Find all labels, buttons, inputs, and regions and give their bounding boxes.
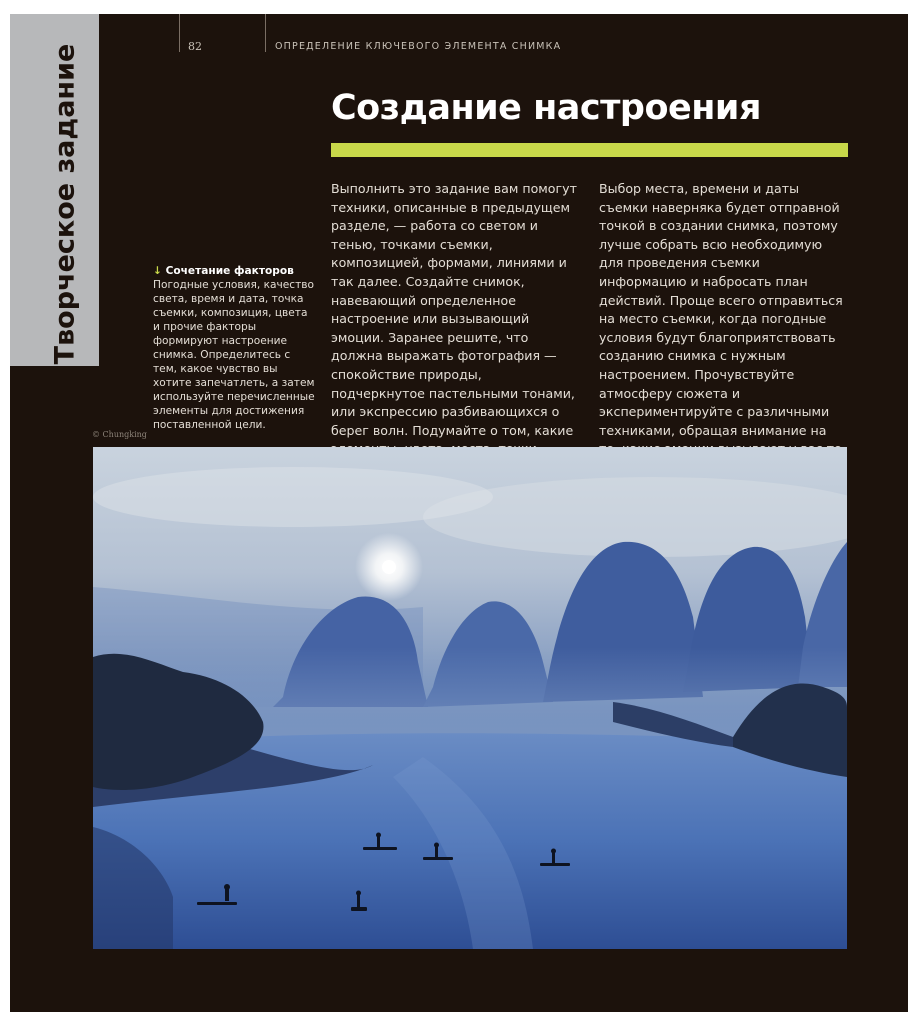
sidebar-note-body: Погодные условия, качество света, время и дата, точка съемки, композиция, цвета и прочие факторы формируют настроение снимка. Определитесь с тем, какое чувство вы хотите запечатлеть, а затем используйте перечисленные элементы для достижения поставленной цели. — [153, 279, 315, 431]
title-accent-bar — [331, 143, 848, 157]
sidebar-note-title: Сочетание факторов — [165, 265, 294, 277]
page-title: Создание настроения — [331, 88, 761, 128]
running-head: ОПРЕДЕЛЕНИЕ КЛЮЧЕВОГО ЭЛЕМЕНТА СНИМКА — [275, 41, 562, 52]
landscape-photo — [93, 447, 847, 949]
body-column-2: Выбор места, времени и даты съемки наверняка будет отправной точкой в создании снимка, поэтому лучше собрать всю необходимую для проведения съемки информацию и набросать план действий. Проще всего отправиться на место съемки, когда погодные условия будут благоприятствовать созданию снимка с нужным настроением. Прочувствуйте атмосферу сюжета и экспериментируйте с различными техниками, обращая внимание на — [599, 181, 843, 438]
arrow-down-icon: ↓ — [153, 265, 162, 277]
body-column-1: Выполнить это задание вам помогут техники, описанные в предыдущем разделе, — работа со светом и тенью, точками съемки, композицией, формами, линиями и так далее. Создайте снимок, навевающий определенное настроение или вызывающий эмоции. Заранее решите, что должна выражать фотография — спокойствие природы, подчеркнутое пастельными тонами, или экспрессию разбивающихся о берег волн. Подумайте о том, какие — [331, 181, 577, 438]
header-rule-left — [179, 14, 180, 52]
side-tab — [10, 14, 99, 366]
sidebar-note-heading — [153, 264, 315, 278]
header-rule-right — [265, 14, 266, 52]
page-number: 82 — [188, 40, 202, 53]
sidebar-note — [153, 264, 315, 432]
side-tab-label: Творческое задание — [49, 43, 81, 365]
photo-credit: © Chungking — [92, 430, 147, 439]
